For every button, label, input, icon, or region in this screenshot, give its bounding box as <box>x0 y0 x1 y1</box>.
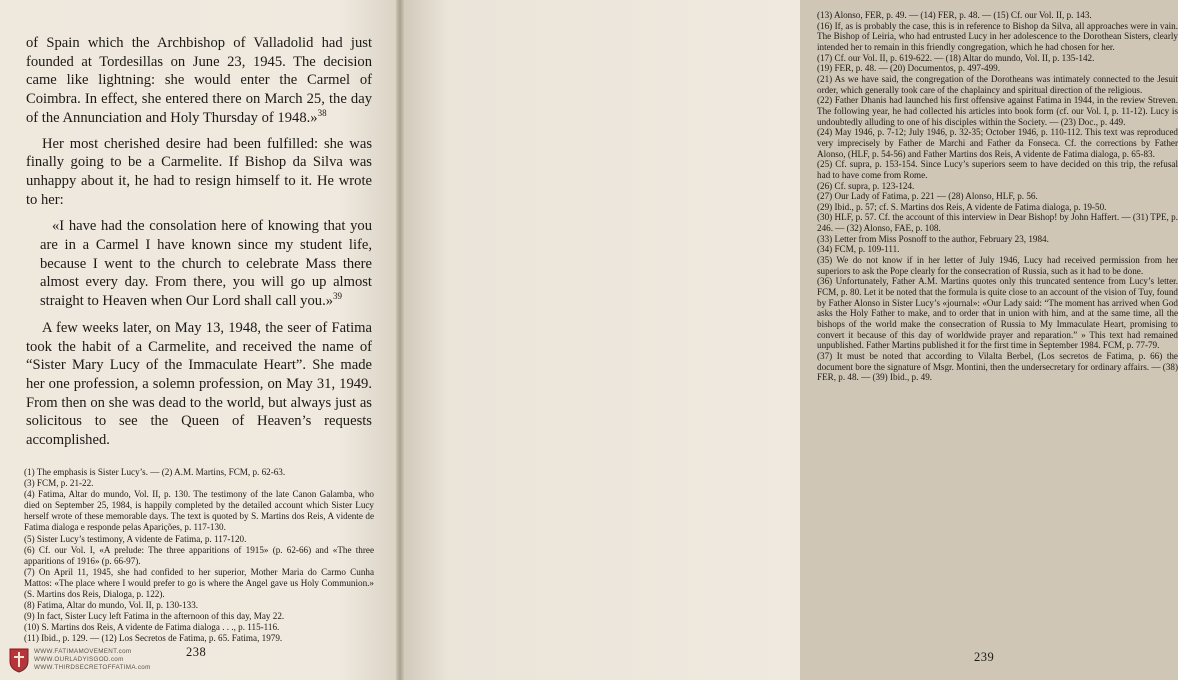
footnote: (21) As we have said, the congregation of the Dorotheans was intimately connected to the Jesuit order, which generally took care of the chaplaincy and spiritual direction of the religious. <box>817 73 1178 95</box>
book-gutter <box>396 0 404 680</box>
page-number: 239 <box>974 650 995 664</box>
footnotes-right <box>817 10 1178 383</box>
footnote: (3) FCM, p. 21-22. <box>24 478 94 489</box>
footnote: (29) Ibid., p. 57; cf. S. Martins dos Reis, A vidente de Fatima dialoga, p. 19-50. <box>817 201 1107 212</box>
footnotes-left <box>24 467 374 645</box>
footnote: (9) In fact, Sister Lucy left Fatima in the afternoon of this day, May 22. <box>24 611 285 622</box>
page-number: 238 <box>186 645 207 659</box>
footnote: (22) Father Dhanis had launched his first offensive against Fatima in 1944, in the review Streven. The following year, he had collected his articles into book form (cf. our Vol. I, p. 11-12). Lucy is undoubtedly alluding to one of his disciples within the Society. — (23) Doc., p. 449. <box>817 95 1178 127</box>
footnote: (8) Fatima, Altar do mundo, Vol. II, p. 130-133. <box>24 600 199 611</box>
footnote: (11) Ibid., p. 129. — (12) Los Secretos de Fatima, p. 65. Fatima, 1979. <box>24 633 283 644</box>
footnote: (4) Fatima, Altar do mundo, Vol. II, p. 130. The testimony of the late Canon Galamba, who died on September 25, 1984, is happily completed by the detailed account which Sister Lucy herself wrote of these memorable days. The text is quoted by S. Martins dos Reis, A vidente de Fatima dialoga e responde pelas Aparições, p. 117-130. <box>24 489 374 533</box>
footnote: (25) Cf. supra, p. 153-154. Since Lucy’s superiors seem to have decided on this trip, the refusal had to have come from Rome. <box>817 159 1178 180</box>
footnote: (1) The emphasis is Sister Lucy’s. — (2) A.M. Martins, FCM, p. 62-63. <box>24 467 286 477</box>
paragraph-1: of Spain which the Archbishop of Valladolid had just founded at Tordesillas on June 23, 1945. The decision came like lightning: she would enter the Carmel of Coimbra. In effect, she entered there on March 25, the day of the Annunciation and Holy Thursday of 1948.»$^{38}$ <box>26 35 372 126</box>
footnote: (24) May 1946, p. 7-12; July 1946, p. 32-35; October 1946, p. 110-112. This text was reproduced very imprecisely by Father de Marchi and Father da Fonseca. Cf. the corrections by Father Alonso, (HLF, p. 54-56) and Father Martins dos Reis, A vidente de Fatima dialoga, p. 65-83. <box>817 127 1178 159</box>
fatima-emblem-icon <box>8 647 30 673</box>
footnote: (17) Cf. our Vol. II, p. 619-622. — (18) Altar do mundo, Vol. II, p. 135-142. <box>817 52 1095 63</box>
footnote: (27) Our Lady of Fatima, p. 221 — (28) Alonso, HLF, p. 56. <box>817 191 1038 202</box>
quotation: «I have had the consolation here of knowing that you are in a Carmel I have known since my student life, because I went to the church to celebrate Mass there almost every day. From there, you will go up almost straight to Heaven when Our Lord shall call you.»$^{39}$ <box>40 218 372 310</box>
footnote: (37) It must be noted that according to Vilalta Berbel, (Los secretos de Fatima, p. 66) the document bore the signature of Msgr. Montini, then the undersecretary for ordinary affairs. — (38) FER, p. 48. — (39) Ibid., p. 49. <box>817 351 1178 383</box>
footnote-ref[interactable]: 39 <box>333 291 343 302</box>
footnote: (30) HLF, p. 57. Cf. the account of this interview in Dear Bishop! by John Haffert. — (31) TPE, p. 246. — (32) Alonso, FAE, p. 108. <box>817 212 1178 234</box>
right-page <box>400 0 1178 680</box>
left-page <box>0 0 400 680</box>
url-link[interactable]: WWW.FATIMAMOVEMENT.com <box>34 648 132 655</box>
website-urls <box>34 648 151 672</box>
paragraph-2: Her most cherished desire had been fulfilled: she was finally going to be a Carmelite. If Bishop da Silva was unhappy about it, he had to resign himself to it. He wrote to her: <box>26 135 372 208</box>
footnote: (10) S. Martins dos Reis, A vidente de Fatima dialoga . . ., p. 115-116. <box>24 622 280 633</box>
url-link[interactable]: WWW.THIRDSECRETOFFATIMA.com <box>34 664 151 671</box>
footnote: (16) If, as is probably the case, this is in reference to Bishop da Silva, all approaches were in vain. The Bishop of Leiria, who had entrusted Lucy in her adolescence to the Dorothean Sisters, clearly intended her to remain in this friendly congregation, which he had chosen for her. <box>817 20 1178 52</box>
footnote: (34) FCM, p. 109-111. <box>817 244 900 255</box>
footnote: (6) Cf. our Vol. I, «A prelude: The three apparitions of 1915» (p. 62-66) and «The three apparitions of 1916» (p. 66-97). <box>24 544 374 566</box>
footnote: (36) Unfortunately, Father A.M. Martins quotes only this truncated sentence from Lucy’s letter. FCM, p. 80. Let it be noted that the formula is quite close to an account of the vision of Tuy, found by Father Alonso in Sister Lucy’s «journal»: «Our Lady said: “The moment has arrived when God asks the Holy Father to make, and to order that in union with him, and at the same time, all the bishops of the world make the consecration of Russia to My Immaculate Heart, promising to convert it because of this day of worldwide prayer and reparation.” » This text had remained unpublished. Father Martins published it for the first time in September 1984. FCM, p. 77-79. <box>817 276 1178 351</box>
url-link[interactable]: WWW.OURLADYISGOD.com <box>34 656 124 663</box>
footnote-ref[interactable]: 38 <box>317 107 327 118</box>
footnote: (26) Cf. supra, p. 123-124. <box>817 180 915 191</box>
footnote: (13) Alonso, FER, p. 49. — (14) FER, p. 48. — (15) Cf. our Vol. II, p. 143. <box>817 10 1092 20</box>
footnote: (19) FER, p. 48. — (20) Documentos, p. 497-499. <box>817 63 1000 74</box>
footnote: (35) We do not know if in her letter of July 1946, Lucy had received permission from her superiors to ask the Pope clearly for the consecration of Russia, such as it had to be done. <box>817 255 1178 276</box>
footnote: (7) On April 11, 1945, she had confided to her superior, Mother Maria do Carmo Cunha Mattos: «The place where I would prefer to go is where the Angel gave us Holy Communion.» (S. Martins dos Reis, Dialoga, p. 122). <box>24 566 374 600</box>
footnote: (33) Letter from Miss Posnoff to the author, February 23, 1984. <box>817 233 1049 244</box>
footnote: (5) Sister Lucy’s testimony, A vidente de Fatima, p. 117-120. <box>24 533 247 544</box>
body-text <box>26 34 372 450</box>
paragraph-3: A few weeks later, on May 13, 1948, the seer of Fatima took the habit of a Carmelite, and received the name of “Sister Mary Lucy of the Immaculate Heart”. She made her one profession, a solemn profession, on May 31, 1949. From then on she was dead to the world, but always just as solicitous to see the Queen of Heaven’s requests accomplished. <box>26 319 372 449</box>
